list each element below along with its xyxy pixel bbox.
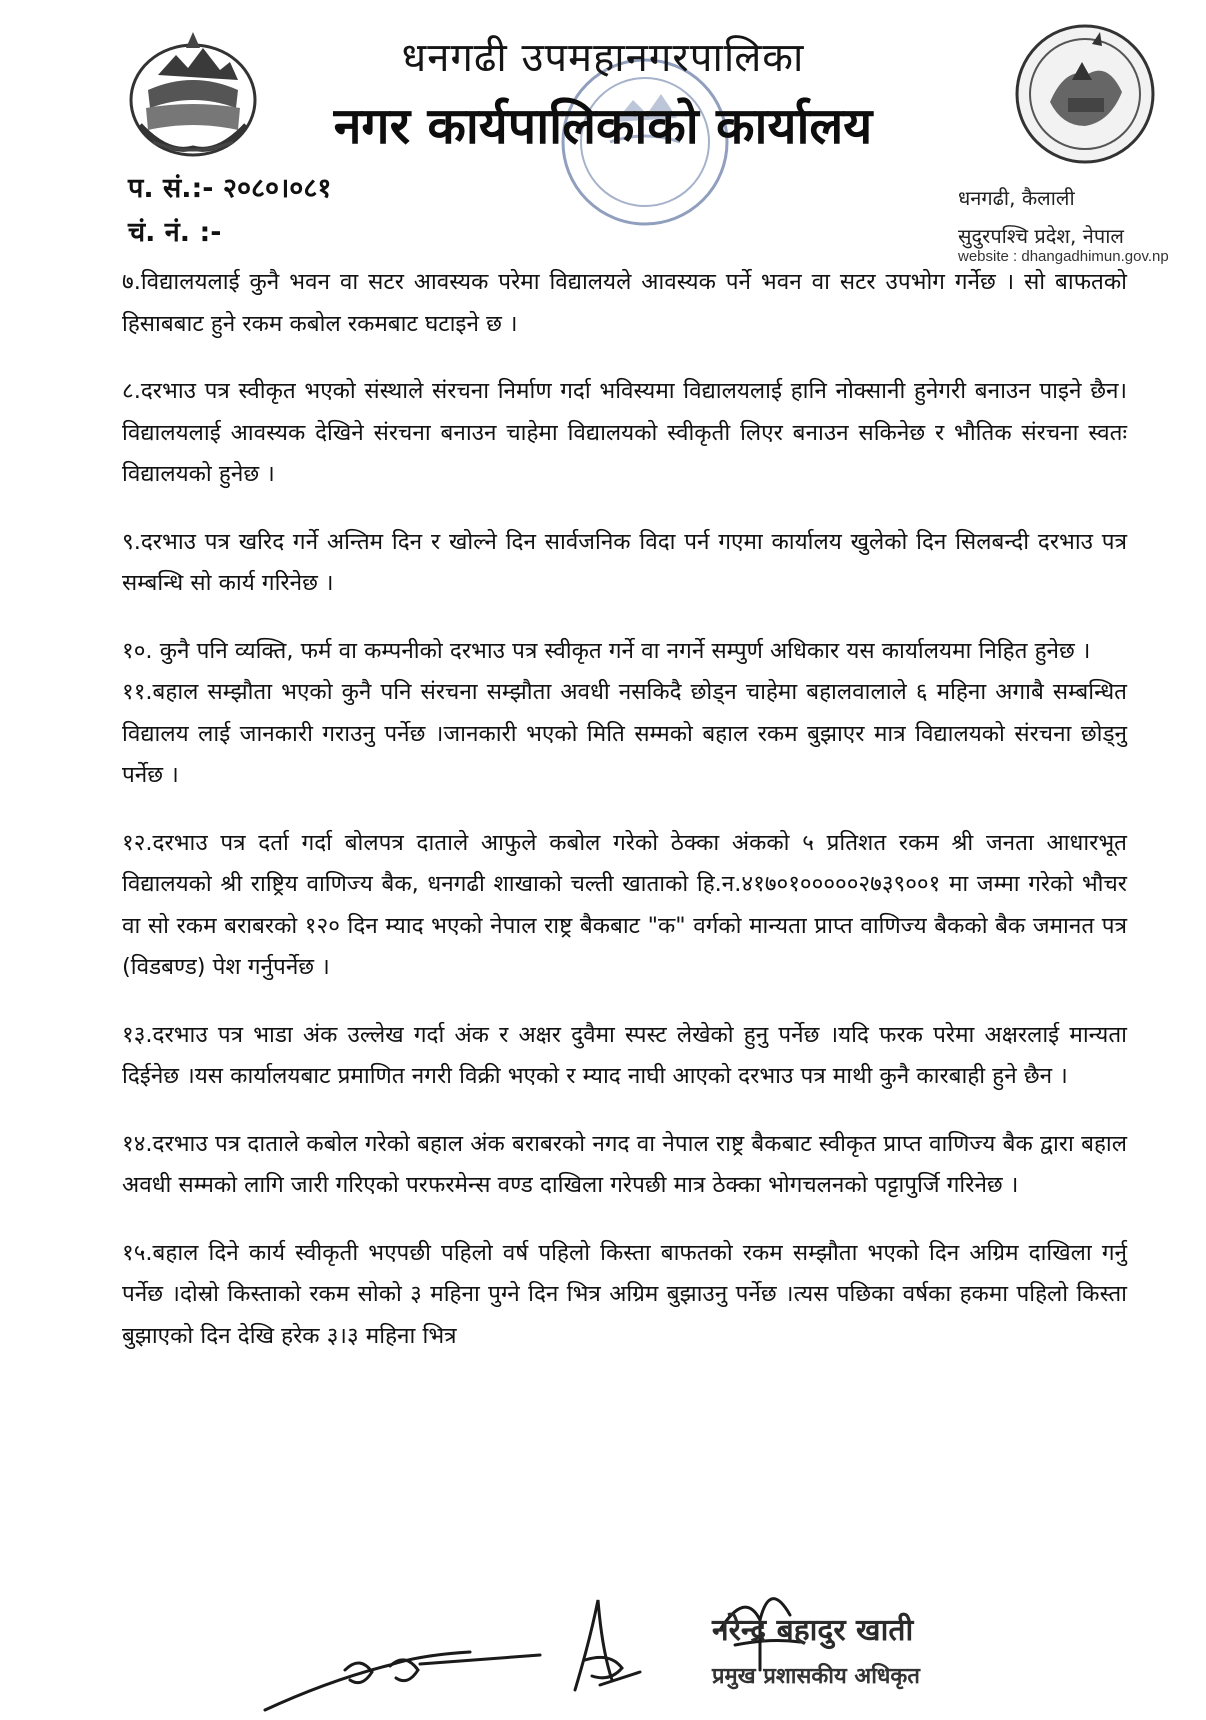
address-city: धनगढी, कैलाली — [958, 186, 1075, 210]
office-name: नगर कार्यपालिकाको कार्यालय — [333, 97, 873, 155]
paragraph: १३.दरभाउ पत्र भाडा अंक उल्लेख गर्दा अंक र अक्षर दुवैमा स्पस्ट लेखेको हुनु पर्नेछ ।यदि फरक परेमा अक्षरलाई मान्यता दिईनेछ ।यस कार्यालयबाट प्रमाणित नगरी विक्री भएको र म्याद नाघी आएको दरभाउ पत्र माथी कुनै कारबाही हुने छैन । — [122, 1021, 1127, 1089]
municipality-name: धनगढी उपमहानगरपालिका — [401, 35, 805, 81]
signature-scribble-2-icon — [575, 1600, 640, 1690]
paragraph: ७.विद्यालयलाई कुनै भवन वा सटर आवस्यक परेमा विद्यालयले आवस्यक पर्ने भवन वा सटर उपभोग गर्नेछ । सो बाफतको हिसाबबाट हुने रकम कबोल रकमबाट घटाइने छ । — [122, 269, 1127, 337]
paragraph: ९.दरभाउ पत्र खरिद गर्ने अन्तिम दिन र खोल्ने दिन सार्वजनिक विदा पर्न गएमा कार्यालय खुलेको दिन सिलबन्दी दरभाउ पत्र सम्बन्धि सो कार्य गरिनेछ । — [122, 528, 1127, 596]
signature-scribble-1-icon — [265, 1652, 540, 1710]
website-text: website : dhangadhimun.gov.np — [958, 248, 1169, 265]
reference-number: प. सं.:- २०८०।०८१ — [128, 173, 332, 204]
signatory-name: नरेन्द्र बहादुर खाती — [712, 1613, 914, 1648]
paragraph: १२.दरभाउ पत्र दर्ता गर्दा बोलपत्र दाताले आफुले कबोल गरेको ठेक्का अंकको ५ प्रतिशत रकम श्री जनता आधारभूत विद्यालयको श्री राष्ट्रिय वाणिज्य बैक, धनगढी शाखाको चल्ती खाताको हि.न.४१७०१०००००२७३९००१ मा जम्मा गरेको भौचर वा सो रकम बराबरको १२० दिन म्याद भएको नेपाल राष्ट्र बैकबाट "क" वर्गको मान्यता प्राप्त वाणिज्य बैकको बैक जमानत पत्र (विडबण्ड) पेश गर्नुपर्नेछ । — [122, 829, 1127, 980]
document-body — [122, 262, 1127, 1383]
paragraph: ११.बहाल सम्झौता भएको कुनै पनि संरचना सम्झौता अवधी नसकिदै छोड्न चाहेमा बहालवालाले ६ महिना अगाबै सम्बन्धित विद्यालय लाई जानकारी गराउनु पर्नेछ ।जानकारी भएको मिति सम्मको बहाल रकम बुझाएर मात्र विद्यालयको संरचना छोड्नु पर्नेछ । — [122, 679, 1127, 788]
dispatch-number: चं. नं. :- — [128, 217, 222, 248]
paragraph: १०. कुनै पनि व्यक्ति, फर्म वा कम्पनीको दरभाउ पत्र स्वीकृत गर्ने वा नगर्ने सम्पुर्ण अधिकार यस कार्यालयमा निहित हुनेछ । — [122, 637, 1091, 664]
paragraph: १५.बहाल दिने कार्य स्वीकृती भएपछी पहिलो वर्ष पहिलो किस्ता बाफतको रकम सम्झौता भएको दिन अग्रिम दाखिला गर्नु पर्नेछ ।दोस्रो किस्ताको रकम सोको ३ महिना पुग्ने दिन भित्र अग्रिम बुझाउनु पर्नेछ ।त्यस पछिका वर्षका हकमा पहिलो किस्ता बुझाएको दिन देखि हरेक ३।३ महिना भित्र — [122, 1239, 1127, 1349]
paragraph: १४.दरभाउ पत्र दाताले कबोल गरेको बहाल अंक बराबरको नगद वा नेपाल राष्ट्र बैकबाट स्वीकृत प्राप्त वाणिज्य बैक द्वारा बहाल अवधी सम्मको लागि जारी गरिएको परफरमेन्स वण्ड दाखिला गरेपछी मात्र ठेक्का भोगचलनको पट्टापुर्जि गरिनेछ । — [122, 1130, 1127, 1198]
paragraph: ८.दरभाउ पत्र स्वीकृत भएको संस्थाले संरचना निर्माण गर्दा भविस्यमा विद्यालयलाई हानि नोक्सानी हुनेगरी बनाउन पाइने छैन। विद्यालयलाई आवस्यक देखिने संरचना बनाउन चाहेमा विद्यालयको स्वीकृती लिएर बनाउन सकिनेछ र भौतिक संरचना स्वतः विद्यालयको हुनेछ । — [122, 378, 1127, 487]
address-province: सुदुरपश्चि प्रदेश, नेपाल — [958, 224, 1124, 248]
signatures-area — [0, 1560, 1206, 1720]
signatory-title: प्रमुख प्रशासकीय अधिकृत — [712, 1664, 920, 1689]
